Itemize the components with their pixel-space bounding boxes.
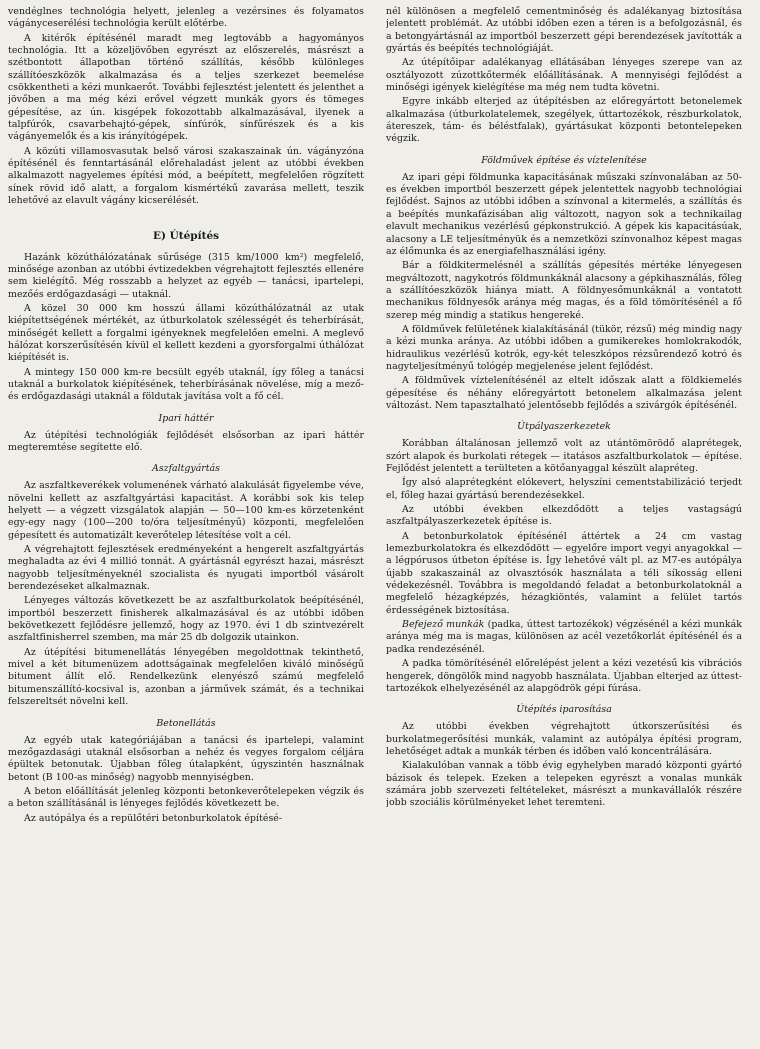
left-column (8, 6, 364, 1049)
paragraph: Az autópálya és a repülőtéri betonburkolatok építésé- (24, 812, 283, 824)
paragraph: A kitérők építésénél maradt meg legtovább a hagyományos technológia. Itt a közeljövőben egyrészt az előszerelés, másrészt a szétbontott állapotban történő szállítás, később különleges szállítóeszközök alkalmazása és a teljes szerkezet beemelése csökkentheti a kézi munkaerőt. További fejlesztést jelentett és jelenthet a jövőben a ma még kézi erővel végzett munkák gyors és tömeges gépesítése, az ún. kisgépek fokozottabb alkalmazásával, ilyenek a talpfúrók, csavarbehajtó-gépek, sínfúrók, sínfűrészek és a kis vágányemelők és a kis irányítógépek. (8, 32, 364, 143)
subheading-aszfaltgyartas: Aszfaltgyártás (152, 463, 220, 475)
paragraph: A végrehajtott fejlesztések eredményeként a hengerelt aszfaltgyártás meghaladta az évi 4 millió tonnát. A gyártásnál egyrészt hazai, másrészt nagyobb teljesítményeknél szocialista és nyugati importból vásárolt berendezéseket alkalmaznak. (8, 544, 364, 593)
subheading-foldmuvek: Földművek építése és víztelenítése (481, 154, 647, 166)
paragraph: Az aszfaltkeverékek volumenének várható alakulását figyelembe véve, növelni kellett az aszfaltgyártási kapacitást. A korábbi sok kis telep helyett — a végzett vizsgálatok alapján — 50—100 km-es körzetenként egy-egy nagy (100—200 to/óra teljesítményű) központi, megfelelően gépesített és automatizált keverőtelep létesítése volt a cél. (8, 480, 364, 541)
paragraph: Korábban általánosan jellemző volt az utántömörödő alaprétegek, szórt alapok és burkolati rétegek — itatásos aszfaltburkolatok — építése. Fejlődést jelentett a terülteten a kötőanyaggal készült alapréteg. (386, 438, 742, 474)
paragraph: A földművek felületének kialakításánál (tükör, rézsű) még mindig nagy a kézi munka aránya. Az utóbbi időben a gumikerekes homlokrakodók, hidraulikus vezérlésű kotrók, egy-két teleszkópos rézsűrendező kotró és nagyteljesítményű tológép megjelenése jelent fejlődést. (386, 323, 742, 372)
paragraph: Az útépítőipar adalékanyag ellátásában lényeges szerepe van az osztályozott zúzottkőtermék előállításának. A mennyiségi fejlődést a minőségi igények kielégítése ma még nem tudta követni. (386, 57, 742, 94)
paragraph: Az ipari gépi földmunka kapacitásának műszaki színvonalában az 50-es években importból beszerzett gépek jelentettek nagyobb technológiai fejlődést. Sajnos az utóbbi időben a színvonal a kitermelés, a szállítás és a beépítés munkafázisában alig változott, nagyon sok a technikailag elavult mechanikus vezérlésű gépkonstrukció. A gépek kis kapacitásúak, alacsony a LE teljesítményük és a nemzetközi színvonalhoz képest magas az élőmunka és az energiafelhasználási igény. (386, 171, 742, 257)
paragraph: Hazánk közúthálózatának sűrűsége (315 km/1000 km²) megfelelő, minősége azonban az utóbbi évtizedekben végrehajtott fejlesztés ellenére sem kielégítő. Még rosszabb a helyzet az egyéb — tanácsi, ipartelepi, mezőés erdőgazdasági — utaknál. (8, 251, 364, 300)
paragraph: Kialakulóban vannak a több évig egyhelyben maradó központi gyártó bázisok és telepek. Ezeken a telepeken egyrészt a vonalas munkák számára jobb szervezeti feltételeket, másrészt a munkavállalók részére jobb szociális körülményeket lehet teremteni. (386, 760, 742, 809)
paragraph-text: (padka, úttest tartozékok) végzésénél a kézi munkák aránya még ma is magas, különösen az acél vezetőkorlát építésénél és a padka rendezésénél. (386, 619, 742, 655)
right-column (386, 6, 742, 1049)
paragraph: A közúti villamosvasutak belső városi szakaszainak ún. vágányzóna építésénél és fenntartásánál előrehaladást jelent az utóbbi években alkalmazott nagyelemes építési mód, a beépített, megfelelően rögzített sínek rövid idő alatt, a forgalom kismértékű zavarása mellett, teszik lehetővé az elavult vágány kicserélését. (8, 145, 364, 207)
paragraph: Az utóbbi években elkezdődött a teljes vastagságú aszfaltpályaszerkezetek építése is. (386, 504, 742, 528)
subheading-utepites-iparositasa: Útépítés iparosítása (516, 704, 612, 716)
paragraph: A közel 30 000 km hosszú állami közúthálózatnál az utak kiépítettségének mértékét, az útburkolatok szélességét és teherbírását, minőségét kellett a forgalmi igényeknek megfelelően emelni. A meglevő hálózat korszerűsítésén kívül el kellett kezdeni a gyorsforgalmi úthálózat kiépítését is. (8, 302, 364, 364)
paragraph (386, 619, 742, 656)
paragraph: Az utóbbi években végrehajtott útkorszerűsítési és burkolatmegerősítési munkák, valamint az autópálya építési program, lehetőséget adtak a munkák térben és időben való koncentrálására. (386, 721, 742, 757)
paragraph: Az útépítési bitumenellátás lényegében megoldottnak tekinthető, mivel a két bitumenüzem adottságainak megfelelően kiváló minőségű bitument állít elő. Rendelkezünk elenyésző számú megfelelő bitumenszállító-kocsival is, azonban a járművek számát, és a technikai felszereltsét növelni kell. (8, 646, 364, 708)
subheading-betonellatas: Betonellátás (156, 717, 216, 729)
paragraph: vendéglnes technológia helyett, jelenleg a vezérsines és folyamatos vágányceserélési technológia került előtérbe. (8, 6, 364, 30)
paragraph: A földművek víztelenítésénél az eltelt időszak alatt a földkiemelés gépesítése és néhány előregyártott betonelem alkalmazása jelent változást. Nem tapasztalható jelentősebb fejlődés a szivárgók építésénél. (386, 375, 742, 411)
paragraph: A betonburkolatok építésénél áttértek a 24 cm vastag lemezburkolatokra és elkezdődött — egyelőre import vegyi anyagokkal — a légpórusos útbeton építése is. Így lehetővé vált pl. az M7-es autópálya újabb szakaszainál az olvasztósók használata a téli síkosság elleni védekezésnél. Továbbra is megoldandó feladat a betonburkolatoknál a megfelelő hézagképzés, hézagkiöntés, valamint a felület tartós érdességének biztosítása. (386, 530, 742, 616)
paragraph: A mintegy 150 000 km-re becsült egyéb utaknál, így főleg a tanácsi utaknál a burkolatok kiépítésének, teherbírásának növelése, míg a mező- és erdőgazdasági utaknál a földutak javítása volt a fő cél. (8, 366, 364, 403)
paragraph: Így alsó alaprétegként elókevert, helyszíni cementstabilizáció terjedt el, főleg hazai gyártású berendezésekkel. (386, 477, 742, 501)
paragraph: Az útépítési technológiák fejlődését elsősorban az ipari háttér megteremtése segítette elő. (8, 429, 364, 453)
italic-lead: Befejező munkák (402, 619, 485, 631)
paragraph: Egyre inkább elterjed az útépítésben az előregyártott betonelemek alkalmazása (útburkolatelemek, szegélyek, úttartozékok, részburkolatok, átereszek, tám- és béléstfalak), gyártásukat központi betontelepeken végzik. (386, 96, 742, 145)
subheading-ipari-hatter: Ipari háttér (158, 412, 214, 424)
paragraph: Az egyéb utak kategóriájában a tanácsi és ipartelepi, valamint mezőgazdasági utaknál elsősorban a nehéz és vegyes forgalom céljára épültek betonutak. Újabban főleg útalapként, úgyszintén használnak betont (B 100-as minőség) nagyobb mennyiségben. (8, 734, 364, 783)
subheading-utpalyaszerkezetek: Útpályaszerkezetek (517, 421, 611, 433)
paragraph: A padka tömörítésénél előrelépést jelent a kézi vezetésű kis vibrációs hengerek, döngölők mind nagyobb használata. Újabban elterjed az úttest-tartozékok elhelyezésénél az alapgödrök gépi fúrása. (386, 658, 742, 694)
paragraph: nél különösen a megfelelő cementminőség és adalékanyag biztosítása jelentett problémát. Az utóbbi időben ezen a téren is a befolgozásnál, és a betongyártásnál az importból beszerzett gépi berendezések javították a gyártás és beépítés technológiáját. (386, 6, 742, 55)
paragraph: Lényeges változás következett be az aszfaltburkolatok beépítésénél, importból beszerzett finisherek alkalmazásával és az utóbbi időben bekövetkezett fejlődésre jellemző, hogy az 1970. évi 1 db szintvezérelt aszfaltfinisherrel szemben, ma már 25 db dolgozik utainkon. (8, 595, 364, 644)
section-heading-e: E) Útépítés (152, 229, 220, 242)
paragraph: Bár a földkitermelésnél a szállítás gépesítés mértéke lényegesen megváltozott, nagykotrós földmunkáknál alacsony a gépkihasználás, főleg a szállítóeszközök hiánya miatt. A földnyesőmunkáknál a vontatott mechanikus földnyesők aránya még magas, és a föld tömörítésénél a fő szerep még mindig a statikus hengereké. (386, 260, 742, 321)
paragraph: A beton előállítását jelenleg központi betonkeverőtelepeken végzik és a beton szállításánál is lényeges fejlődés következett be. (8, 785, 364, 810)
